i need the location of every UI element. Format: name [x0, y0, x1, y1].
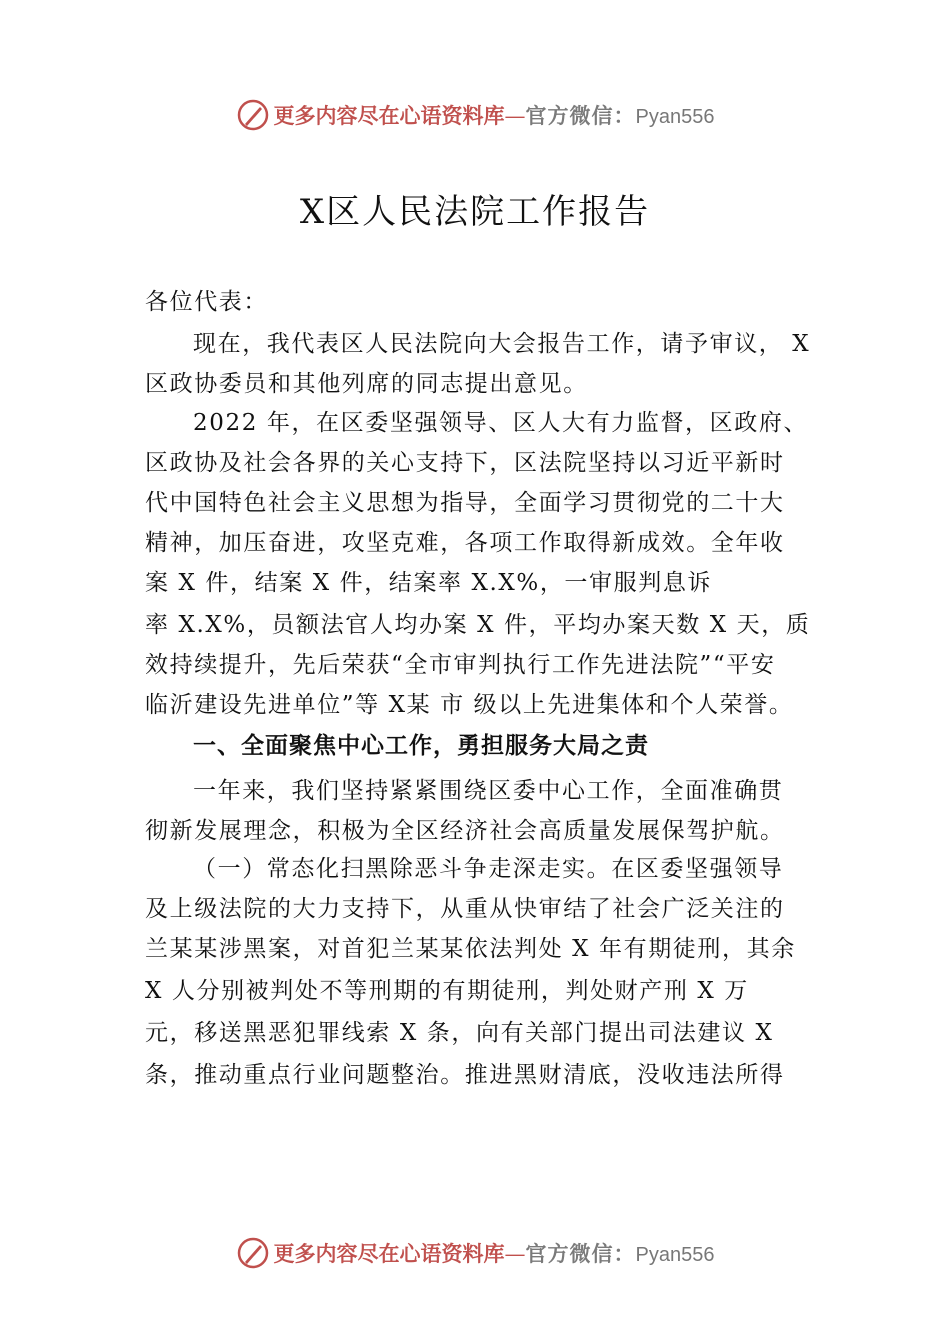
- banner-wechat-id: Pyan556: [635, 1244, 715, 1266]
- quill-logo-icon: [236, 1236, 270, 1270]
- banner-tail-text: 官方微信：: [525, 1241, 636, 1266]
- paragraph-line: （一）常态化扫黑除恶斗争走深走实。在区委坚强领导: [193, 856, 784, 882]
- paragraph-line: 彻新发展理念，积极为全区经济社会高质量发展保驾护航。: [145, 818, 785, 844]
- paragraph-line: 兰某某涉黑案，对首犯兰某某依法判处 X 年有期徒刑，其余: [145, 936, 796, 962]
- paragraph-line: X 人分别被判处不等刑期的有期徒刑，判处财产刑 X 万: [145, 978, 749, 1004]
- paragraph-line: 精神，加压奋进，攻坚克难，各项工作取得新成效。全年收: [145, 530, 785, 556]
- quill-logo-icon: [236, 98, 270, 132]
- paragraph-line: 区政协委员和其他列席的同志提出意见。: [145, 371, 588, 397]
- banner-main-text: 更多内容尽在心语资料库: [273, 1241, 505, 1266]
- paragraph-line: 元，移送黑恶犯罪线索 X 条，向有关部门提出司法建议 X: [145, 1020, 774, 1046]
- banner-main-text: 更多内容尽在心语资料库: [273, 103, 505, 128]
- paragraph-line: 率 X.X%，员额法官人均办案 X 件，平均办案天数 X 天，质: [145, 612, 811, 638]
- salutation: 各位代表：: [145, 289, 268, 315]
- section-heading: 一、全面聚焦中心工作，勇担服务大局之责: [193, 733, 649, 759]
- banner-dash: —: [504, 1242, 526, 1266]
- paragraph-line: 效持续提升，先后荣获“全市审判执行工作先进法院”“平安: [145, 652, 776, 678]
- paragraph-line: 2022 年，在区委坚强领导、区人大有力监督，区政府、: [193, 410, 809, 436]
- banner-wechat-id: Pyan556: [635, 106, 715, 128]
- paragraph-line: 及上级法院的大力支持下，从重从快审结了社会广泛关注的: [145, 896, 785, 922]
- paragraph-line: 一年来，我们坚持紧紧围绕区委中心工作，全面准确贯: [193, 778, 784, 804]
- footer-banner: [0, 1233, 950, 1273]
- paragraph-line: 条，推动重点行业问题整治。推进黑财清底，没收违法所得: [145, 1062, 785, 1088]
- paragraph-line: 代中国特色社会主义思想为指导，全面学习贯彻党的二十大: [145, 490, 785, 516]
- paragraph-line: 临沂建设先进单位”等 X某 市 级以上先进集体和个人荣誉。: [145, 692, 794, 718]
- banner-tail-text: 官方微信：: [525, 103, 636, 128]
- paragraph-line: 案 X 件，结案 X 件，结案率 X.X%，一审服判息诉: [145, 570, 713, 596]
- banner-dash: —: [504, 104, 526, 128]
- header-banner: [0, 95, 950, 135]
- paragraph-line: 区政协及社会各界的关心支持下，区法院坚持以习近平新时: [145, 450, 785, 476]
- paragraph-line: 现在，我代表区人民法院向大会报告工作，请予审议， X: [193, 331, 811, 357]
- page-title: X区人民法院工作报告: [299, 192, 651, 232]
